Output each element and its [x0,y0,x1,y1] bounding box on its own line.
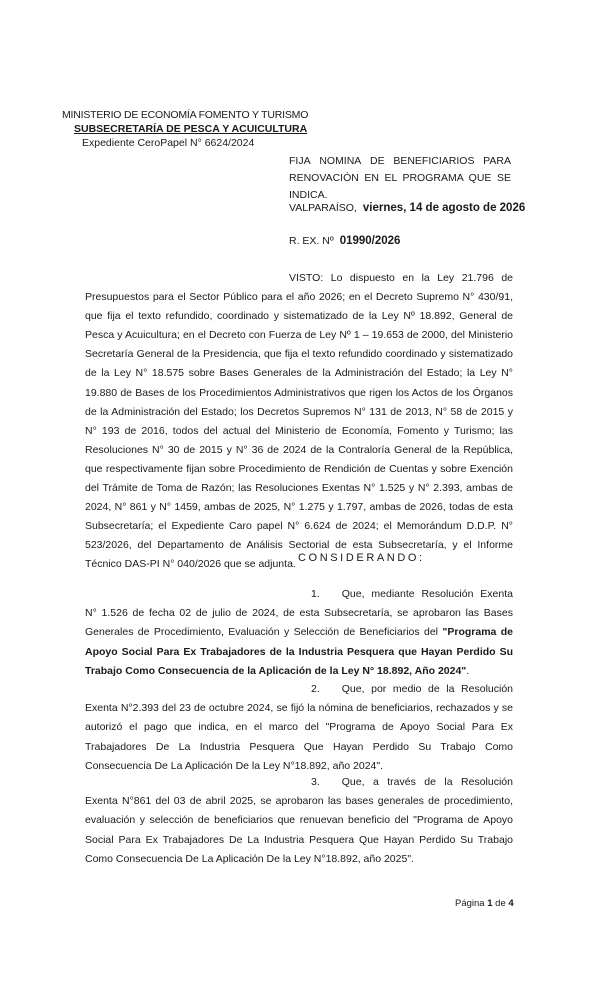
visto-paragraph: VISTO: Lo dispuesto en la Ley 21.796 de Presupuestos para el Sector Público para el año 2026; en el Decreto Supremo N° 430/91, que fija el texto refundido, coordinado y sistematizado de la Ley Nº 18.892, General de Pesca y Acuicultura; en el Decreto con Fuerza de Ley Nº 1 – 19.653 de 2000, del Ministerio Secretaría General de la Presidencia, que fija el texto refundido coordinado y sistematizado de la Ley N° 18.575 sobre Bases Generales de la Administración del Estado; la Ley N° 19.880 de Bases de los Procedimientos Administrativos que rigen los Actos de los Órganos de la Administración del Estado; los Decretos Supremos N° 131 de 2013, N° 58 de 2015 y N° 193 de 2016, todos del actual del Ministerio de Economía, Fomento y Turismo; las Resoluciones N° 30 de 2015 y N° 36 de 2024 de la Contraloría General de la República, que respectivamente fijan sobre Procedimiento de Rendición de Cuentas y sobre Exención del Trámite de Toma de Razón; las Resoluciones Exentas N° 1.525 y N° 2.393, ambas de 2024, N° 861 y N° 1459, ambas de 2025, N° 1.275 y 1.797, ambas de 2026, todas de esta Subsecretaría; el Expediente Caro papel N° 6.624 de 2024; el Memorándum D.D.P. N° 523/2026, del Departamento de Análisis Sectorial de esta Subsecretaría, y el Informe Técnico DAS-PI N° 040/2026 que se adjunta. [85,272,513,571]
subject-word: PARA [483,155,511,167]
resolution-label: R. EX. Nº [289,235,334,247]
subject-word: FIJA [289,155,311,167]
item-text: Que, a través de la Resolución Exenta N°861 del 03 de abril 2025, se aprobaron las bases generales de procedimiento, evaluación y selección de beneficiarios que renuevan beneficio del "Programa de Apoyo Social Para Ex Trabajadores De La Industria Pesquera Que Hayan Perdido Su Trabajo Como Consecuencia De La Aplicación De la Ley N°18.892, año 2025". [85,776,513,865]
resolution-date: viernes, 14 de agosto de 2026 [362,202,526,214]
considerando-item [85,585,513,681]
page-of: de [495,898,506,909]
considerando-item [85,773,513,869]
item-text: Que, mediante Resolución Exenta N° 1.526 de fecha 02 de julio de 2024, de esta Subsecretaría, se aprobaron las Bases Generales de Procedimiento, Evaluación y Selección de Beneficiarios del [85,588,513,639]
page-current: 1 [487,898,493,909]
letterhead [62,108,308,150]
considerando-title: CONSIDERANDO: [298,552,425,564]
resolution-number-line [289,235,400,247]
subject-word: NOMINA [319,155,362,167]
expediente-number: Expediente CeroPapel N° 6624/2024 [82,137,255,149]
subsecretaria-name: SUBSECRETARÍA DE PESCA Y ACUICULTURA [74,123,308,135]
item-number: 3. [311,776,320,788]
ministry-name: MINISTERIO DE ECONOMÍA FOMENTO Y TURISMO [62,109,309,121]
item-number: 2. [311,683,320,695]
item-text-end: . [466,664,470,677]
page-total: 4 [508,898,514,909]
item-text: Que, por medio de la Resolución Exenta N°2.393 del 23 de octubre 2024, se fijó la nómina de beneficiarios, rechazados y se autorizó el pago que indica, en el marco del "Programa de Apoyo Social Para Ex Trabajadores De La Industria Pesquera Que Hayan Perdido Su Trabajo Como Consecuencia De La Aplicación De la Ley N°18.892, año 2024". [85,683,513,772]
subject-line-1 [289,153,511,170]
subject-word: DE [370,155,385,167]
subject-word: BENEFICIARIOS [393,155,475,167]
considerando-item [85,680,513,776]
resolution-subject [289,153,511,204]
page-number [455,898,514,909]
subject-line-2: RENOVACIÓN EN EL PROGRAMA QUE SE INDICA. [289,172,511,201]
page-label: Página [455,898,485,909]
resolution-number: 01990/2026 [339,235,401,247]
city: VALPARAÍSO, [289,202,357,214]
program-name: "Programa de Apoyo Social Para Ex Trabajadores de la Industria Pesquera que Hayan Perdido Su Trabajo Como Consecuencia de la Aplicación de la Ley N° 18.892, Año 2024" [85,626,513,677]
place-date [289,202,525,214]
item-number: 1. [311,588,320,600]
